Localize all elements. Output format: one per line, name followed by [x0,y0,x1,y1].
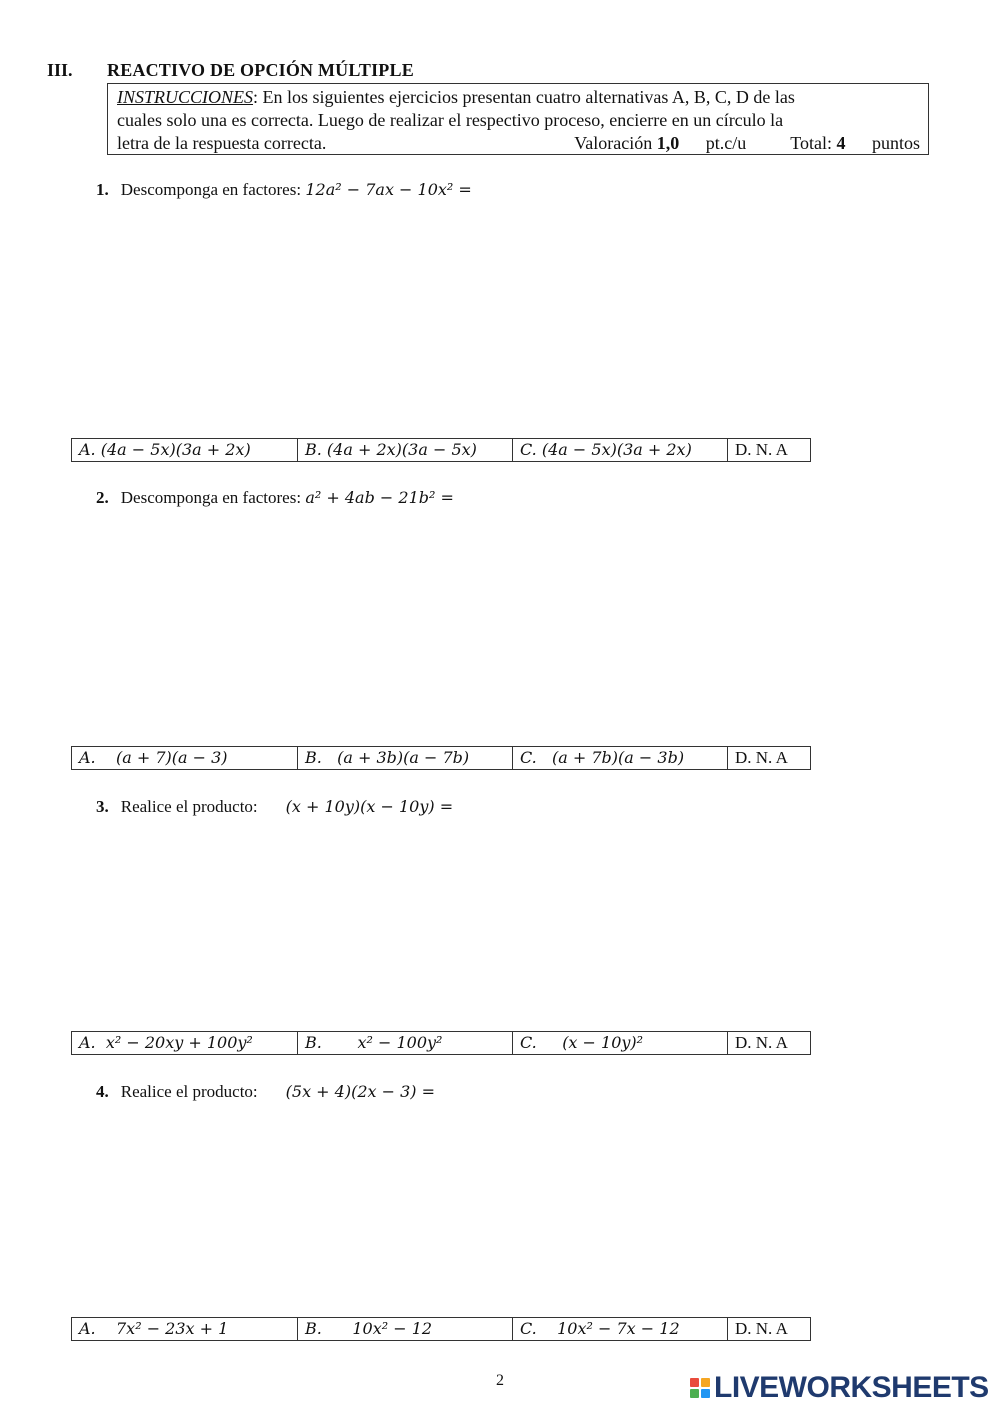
instructions-line-2: cuales solo una es correcta. Luego de realizar el respectivo proceso, encierre en un círculo la [117,110,784,130]
options-table-2 [71,746,811,770]
option-b[interactable]: B. (4a + 2x)(3a − 5x) [298,439,513,462]
question-3 [96,797,453,817]
question-expression: (x + 10y)(x − 10y) = [285,797,454,816]
option-a[interactable]: A. x² − 20xy + 100y² [72,1032,298,1055]
question-2 [96,488,454,508]
total-points: Total: 4 puntos [790,133,920,153]
option-b[interactable]: B. x² − 100y² [298,1032,513,1055]
question-expression: 12a² − 7ax − 10x² = [305,180,472,199]
question-number: 2. [96,488,109,507]
question-prompt: Realice el producto: [120,1082,258,1101]
options-table-3 [71,1031,811,1055]
logo-text: LIVEWORKSHEETS [714,1371,989,1404]
option-d[interactable]: D. N. A [728,439,811,462]
option-c[interactable]: C. (x − 10y)² [513,1032,728,1055]
question-prompt: Descomponga en factores: [120,488,306,507]
instructions-line-1: INSTRUCCIONES: En los siguientes ejercicios presentan cuatro alternativas A, B, C, D de las [117,87,795,107]
instructions-line-3: letra de la respuesta correcta. Valoración 1,0 pt.c/u Total: 4 puntos [117,133,920,153]
options-table-1 [71,438,811,462]
option-a[interactable]: A. 7x² − 23x + 1 [72,1318,298,1341]
liveworksheets-logo [690,1371,989,1405]
question-number: 4. [96,1082,109,1101]
question-number: 3. [96,797,109,816]
question-1 [96,180,472,200]
question-expression: a² + 4ab − 21b² = [305,488,454,507]
option-c[interactable]: C. 10x² − 7x − 12 [513,1318,728,1341]
logo-grid-icon [690,1378,710,1398]
option-c[interactable]: C. (a + 7b)(a − 3b) [513,747,728,770]
question-prompt: Realice el producto: [120,797,258,816]
option-b[interactable]: B. (a + 3b)(a − 7b) [298,747,513,770]
scoring-info [552,132,920,155]
section-title: REACTIVO DE OPCIÓN MÚLTIPLE [107,60,414,80]
question-expression: (5x + 4)(2x − 3) = [285,1082,436,1101]
instructions-label: INSTRUCCIONES [117,87,254,107]
question-prompt: Descomponga en factores: [120,180,306,199]
page-number: 2 [496,1372,504,1389]
section-number: III. [47,60,73,80]
option-b[interactable]: B. 10x² − 12 [298,1318,513,1341]
valoracion: Valoración 1,0 pt.c/u [574,133,747,153]
option-d[interactable]: D. N. A [728,747,811,770]
instructions-box [107,83,929,155]
option-a[interactable]: A. (4a − 5x)(3a + 2x) [72,439,298,462]
option-a[interactable]: A. (a + 7)(a − 3) [72,747,298,770]
option-d[interactable]: D. N. A [728,1032,811,1055]
question-number: 1. [96,180,109,199]
option-d[interactable]: D. N. A [728,1318,811,1341]
options-table-4 [71,1317,811,1341]
question-4 [96,1082,435,1102]
option-c[interactable]: C. (4a − 5x)(3a + 2x) [513,439,728,462]
